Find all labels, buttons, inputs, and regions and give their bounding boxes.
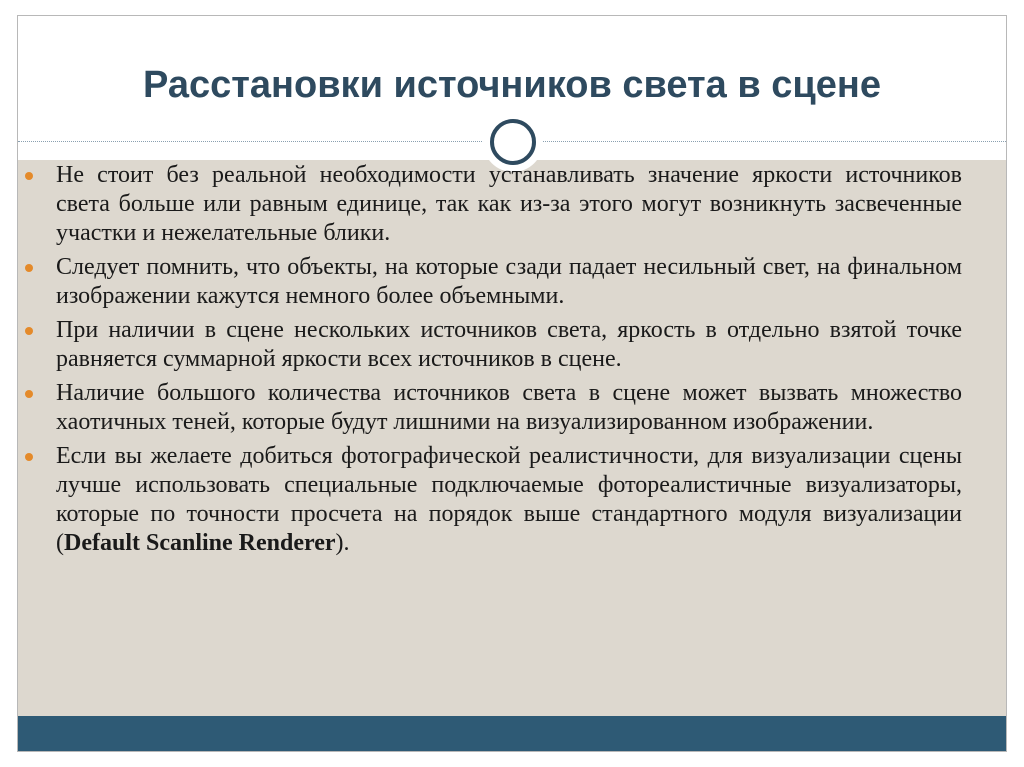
list-item [25,379,962,437]
bullet-text: При наличии в сцене нескольких источников света, яркость в отдельно взятой точке равняется суммарной яркости всех источников в сцене. [56,317,962,372]
list-item [25,253,962,311]
bullet-text: Следует помнить, что объекты, на которые сзади падает несильный свет, на финальном изображении кажутся немного более объемными. [56,254,962,309]
list-item [25,161,962,248]
bullet-text: Не стоит без реальной необходимости устанавливать значение яркости источников света больше или равным единице, так как из-за этого могут возникнуть засвеченные участки и нежелательные блики. [56,162,962,246]
bullet-dot-icon [25,390,33,398]
bottom-bar [18,716,1006,751]
bullet-text: Если вы желаете добиться фотографической реалистичности, для визуализации сцены лучше использовать специальные подключаемые фотореалистичные визуализаторы, которые по точности просчета на порядок выше стандартного модуля визуализации ( [56,443,962,556]
bullet-dot-icon [25,264,33,272]
list-item [25,442,962,558]
bullet-list [25,161,962,563]
slide-title: Расстановки источников света в сцене [143,64,881,106]
bullet-dot-icon [25,453,33,461]
ring-inner [490,119,536,165]
renderer-name: Default Scanline Renderer [64,530,336,556]
bullet-text: Наличие большого количества источников света в сцене может вызвать множество хаотичных теней, которые будут лишними на визуализированном изображении. [56,380,962,435]
bullet-text-end: ). [335,530,350,556]
bullet-dot-icon [25,172,33,180]
bullet-dot-icon [25,327,33,335]
list-item [25,316,962,374]
